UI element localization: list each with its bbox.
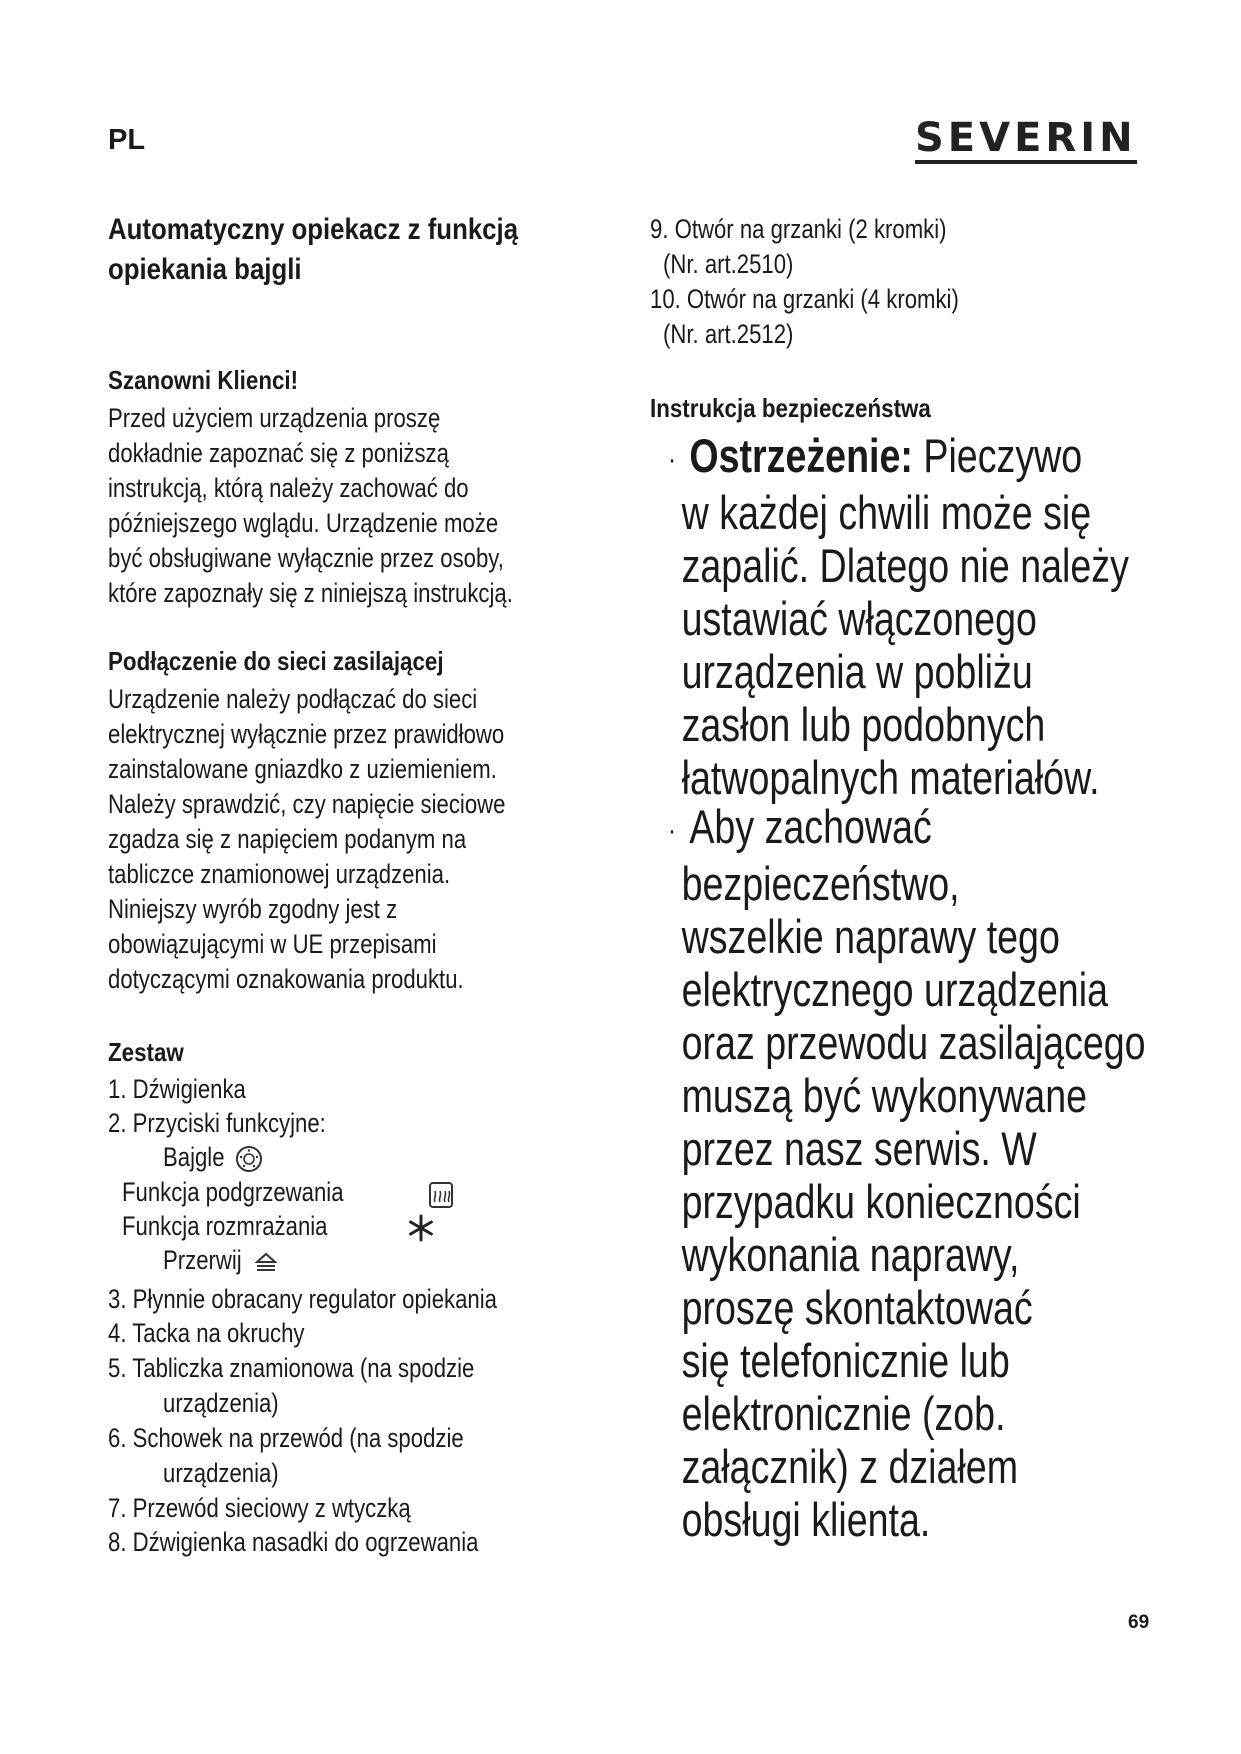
list-item: 6. Schowek na przewód (na spodzie bbox=[108, 1423, 464, 1453]
text-line: przypadku konieczności bbox=[681, 1175, 1081, 1229]
text-line: załącznik) z działem bbox=[681, 1440, 1019, 1494]
greeting-paragraph bbox=[108, 401, 513, 611]
bullet-text: Aby zachować bbox=[689, 800, 932, 853]
sub-item-label: Bajgle bbox=[163, 1142, 225, 1172]
text-line: obowiązującymi w UE przepisami bbox=[108, 929, 437, 959]
list-item: 5. Tabliczka znamionowa (na spodzie bbox=[108, 1353, 475, 1383]
text-line: oraz przewodu zasilającego bbox=[681, 1016, 1146, 1070]
list-item: 7. Przewód sieciowy z wtyczką bbox=[108, 1493, 411, 1523]
text-line: wykonania naprawy, bbox=[681, 1228, 1020, 1282]
text-line: w każdej chwili może się bbox=[681, 486, 1092, 540]
text-line: urządzenia w pobliżu bbox=[681, 645, 1033, 699]
text-line: ustawiać włączonego bbox=[681, 592, 1037, 646]
text-line: wszelkie naprawy tego bbox=[681, 910, 1060, 964]
bullet-text: Pieczywo bbox=[923, 429, 1083, 482]
text-line: obsługi klienta. bbox=[681, 1493, 931, 1547]
language-code: PL bbox=[108, 124, 146, 156]
text-line: dokładnie zapoznać się z poniższą bbox=[108, 438, 449, 468]
list-item: 3. Płynnie obracany regulator opiekania bbox=[108, 1284, 497, 1314]
safety-heading: Instrukcja bezpieczeństwa bbox=[650, 393, 931, 423]
bullet-first-line bbox=[668, 800, 1146, 857]
list-item: 1. Dźwigienka bbox=[108, 1074, 246, 1104]
brand-logo: SEVERIN bbox=[915, 118, 1137, 164]
text-line: dotyczącymi oznakowania produktu. bbox=[108, 964, 464, 994]
text-line: muszą być wykonywane bbox=[681, 1069, 1088, 1123]
text-line: przez nasz serwis. W bbox=[681, 1122, 1037, 1176]
safety-bullet-repairs bbox=[668, 800, 1146, 1546]
set-heading: Zestaw bbox=[108, 1037, 184, 1067]
safety-bullet-warning bbox=[668, 429, 1129, 804]
text-line: Niniejszy wyrób zgodny jest z bbox=[108, 894, 398, 924]
document-title bbox=[108, 210, 518, 290]
warm-icon bbox=[427, 1180, 455, 1210]
text-line: zasłon lub podobnych bbox=[681, 698, 1046, 752]
text-line: się telefonicznie lub bbox=[681, 1334, 1010, 1388]
sub-item-bagel bbox=[163, 1140, 264, 1174]
bullet-first-line bbox=[668, 429, 1129, 486]
list-item-continuation: urządzenia) bbox=[163, 1388, 279, 1418]
text-line: Należy sprawdzić, czy napięcie sieciowe bbox=[108, 789, 506, 819]
snowflake-icon bbox=[407, 1214, 435, 1242]
list-item-continuation: (Nr. art.2512) bbox=[663, 319, 794, 349]
text-line: zainstalowane gniazdko z uziemieniem. bbox=[108, 754, 497, 784]
text-line: łatwopalnych materiałów. bbox=[681, 751, 1100, 805]
text-line: które zapoznały się z niniejszą instrukcją. bbox=[108, 578, 513, 608]
title-line: opiekania bajgli bbox=[108, 253, 302, 286]
text-line: elektronicznie (zob. bbox=[681, 1387, 1006, 1441]
text-line: zgadza się z napięciem podanym na bbox=[108, 824, 467, 854]
list-item-continuation: urządzenia) bbox=[163, 1458, 279, 1488]
sub-item-warm: Funkcja podgrzewania bbox=[122, 1177, 344, 1207]
text-line: proszę skontaktować bbox=[681, 1281, 1033, 1335]
title-line: Automatyczny opiekacz z funkcją bbox=[108, 213, 519, 246]
text-line: tabliczce znamionowej urządzenia. bbox=[108, 859, 451, 889]
list-item: 2. Przyciski funkcyjne: bbox=[108, 1108, 326, 1138]
page-number: 69 bbox=[1128, 1612, 1150, 1633]
list-item: 4. Tacka na okruchy bbox=[108, 1318, 305, 1348]
text-line: elektrycznego urządzenia bbox=[681, 963, 1108, 1017]
text-line: elektrycznej wyłącznie przez prawidłowo bbox=[108, 719, 505, 749]
text-line: zapalić. Dlatego nie należy bbox=[681, 539, 1129, 593]
greeting-heading: Szanowni Klienci! bbox=[108, 365, 299, 395]
text-line: późniejszego wglądu. Urządzenie może bbox=[108, 508, 499, 538]
power-paragraph bbox=[108, 682, 505, 997]
text-line: instrukcją, którą należy zachować do bbox=[108, 473, 469, 503]
sub-item-cancel bbox=[163, 1243, 279, 1277]
list-item: 8. Dźwigienka nasadki do ogrzewania bbox=[108, 1527, 479, 1557]
sub-item-defrost: Funkcja rozmrażania bbox=[122, 1211, 328, 1241]
list-item-continuation: (Nr. art.2510) bbox=[663, 249, 794, 279]
list-item: 10. Otwór na grzanki (4 kromki) bbox=[650, 284, 959, 314]
text-line: bezpieczeństwo, bbox=[681, 857, 960, 911]
power-heading: Podłączenie do sieci zasilającej bbox=[108, 646, 444, 676]
bagel-icon bbox=[234, 1144, 264, 1174]
bullet-dot: · bbox=[668, 814, 690, 848]
list-item: 9. Otwór na grzanki (2 kromki) bbox=[650, 214, 947, 244]
warning-label: Ostrzeżenie: bbox=[689, 429, 913, 482]
text-line: Urządzenie należy podłączać do sieci bbox=[108, 684, 478, 714]
sub-item-label: Przerwij bbox=[163, 1245, 242, 1275]
text-line: być obsługiwane wyłącznie przez osoby, bbox=[108, 543, 504, 573]
bullet-dot: · bbox=[668, 443, 690, 477]
text-line: Przed użyciem urządzenia proszę bbox=[108, 403, 441, 433]
cancel-icon bbox=[253, 1249, 279, 1275]
